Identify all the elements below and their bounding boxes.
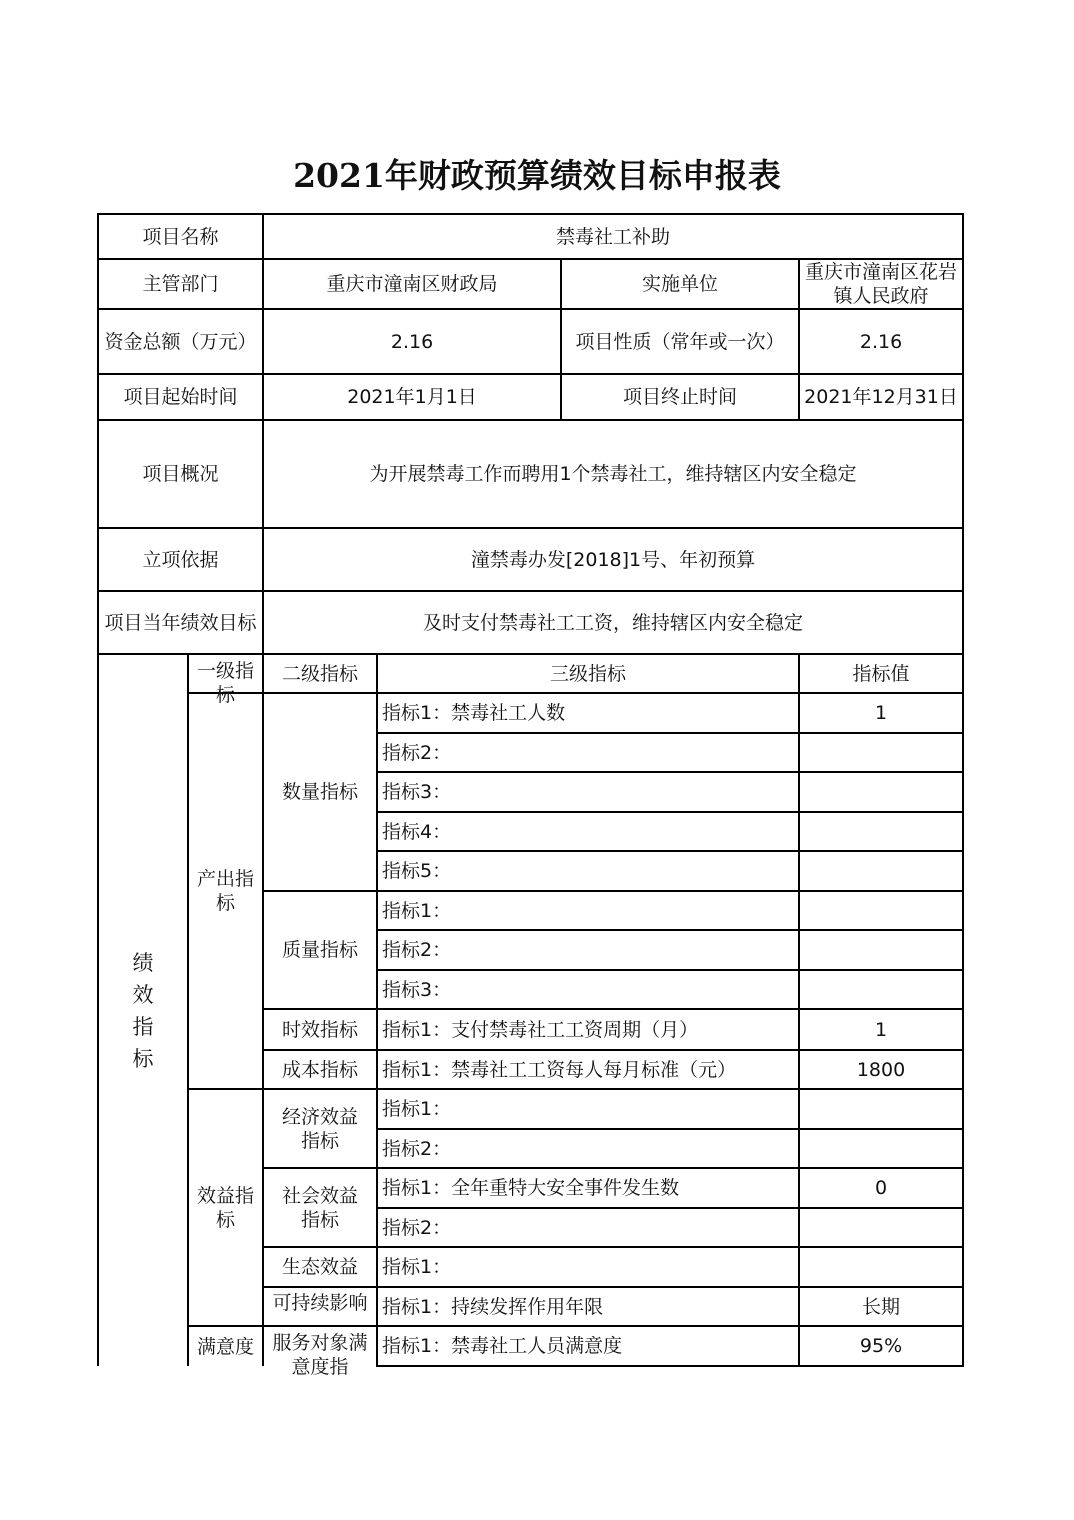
metric-label: 指标1：禁毒社工人员满意度 [377, 1326, 799, 1366]
impl-label: 实施单位 [561, 259, 799, 309]
section-label: 绩效指标 [132, 950, 154, 1071]
metric-label: 指标1：支付禁毒社工工资周期（月） [377, 1009, 799, 1050]
metric-label: 指标3： [377, 772, 799, 812]
start-value: 2021年1月1日 [263, 374, 561, 420]
nature-label: 项目性质（常年或一次） [561, 309, 799, 374]
header-level2: 二级指标 [263, 654, 377, 693]
metric-value [799, 970, 963, 1009]
section-label-cell [98, 654, 188, 1366]
metric-value: 1800 [799, 1050, 963, 1089]
level2-sustainable: 可持续影响 [263, 1287, 377, 1326]
start-label: 项目起始时间 [98, 374, 263, 420]
impl-value: 重庆市潼南区花岩镇人民政府 [799, 259, 963, 309]
level2-economic: 经济效益指标 [263, 1089, 377, 1168]
metric-value: 1 [799, 693, 963, 733]
performance-table [97, 213, 964, 1378]
metric-label: 指标1：禁毒社工人数 [377, 693, 799, 733]
overview-value: 为开展禁毒工作而聘用1个禁毒社工，维持辖区内安全稳定 [263, 420, 963, 528]
project-name-label: 项目名称 [98, 214, 263, 259]
metric-value: 0 [799, 1168, 963, 1208]
metric-label: 指标1：持续发挥作用年限 [377, 1287, 799, 1326]
metric-value [799, 930, 963, 970]
fund-value: 2.16 [263, 309, 561, 374]
level2-quantity: 数量指标 [263, 693, 377, 891]
metric-value [799, 891, 963, 930]
metric-value [799, 812, 963, 851]
metric-label: 指标1：全年重特大安全事件发生数 [377, 1168, 799, 1208]
project-name-value: 禁毒社工补助 [263, 214, 963, 259]
header-value: 指标值 [799, 654, 963, 693]
goal-value: 及时支付禁毒社工工资，维持辖区内安全稳定 [263, 591, 963, 654]
metric-label: 指标1：禁毒社工工资每人每月标准（元） [377, 1050, 799, 1089]
metric-label: 指标2： [377, 930, 799, 970]
goal-label: 项目当年绩效目标 [98, 591, 263, 654]
metric-label: 指标1： [377, 1089, 799, 1129]
level1-output: 产出指标 [188, 693, 263, 1089]
level1-satisfaction: 满意度 [188, 1326, 263, 1366]
level1-benefit: 效益指标 [188, 1089, 263, 1326]
metric-label: 指标5： [377, 851, 799, 891]
nature-value: 2.16 [799, 309, 963, 374]
level2-service: 服务对象满意度指 [263, 1326, 377, 1366]
metric-label: 指标2： [377, 1129, 799, 1168]
metric-label: 指标2： [377, 1208, 799, 1247]
overview-label: 项目概况 [98, 420, 263, 528]
dept-value: 重庆市潼南区财政局 [263, 259, 561, 309]
metric-value [799, 851, 963, 891]
level2-social: 社会效益指标 [263, 1168, 377, 1247]
metric-label: 指标2： [377, 733, 799, 772]
metric-label: 指标3： [377, 970, 799, 1009]
metric-value [799, 1089, 963, 1129]
level2-timeliness: 时效指标 [263, 1009, 377, 1050]
metric-value [799, 733, 963, 772]
end-label: 项目终止时间 [561, 374, 799, 420]
fund-label: 资金总额（万元） [98, 309, 263, 374]
metric-value: 1 [799, 1009, 963, 1050]
metric-label: 指标1： [377, 891, 799, 930]
metric-value [799, 1208, 963, 1247]
metric-label: 指标4： [377, 812, 799, 851]
metric-value [799, 1247, 963, 1287]
basis-label: 立项依据 [98, 528, 263, 591]
page-title: 2021年财政预算绩效目标申报表 [293, 156, 781, 195]
metric-value: 95% [799, 1326, 963, 1366]
header-level3: 三级指标 [377, 654, 799, 693]
header-level1: 一级指标 [188, 654, 263, 693]
metric-value [799, 772, 963, 812]
level2-ecological: 生态效益 [263, 1247, 377, 1287]
metric-value: 长期 [799, 1287, 963, 1326]
level2-quality: 质量指标 [263, 891, 377, 1009]
basis-value: 潼禁毒办发[2018]1号、年初预算 [263, 528, 963, 591]
metric-value [799, 1129, 963, 1168]
metric-label: 指标1： [377, 1247, 799, 1287]
level2-cost: 成本指标 [263, 1050, 377, 1089]
end-value: 2021年12月31日 [799, 374, 963, 420]
dept-label: 主管部门 [98, 259, 263, 309]
